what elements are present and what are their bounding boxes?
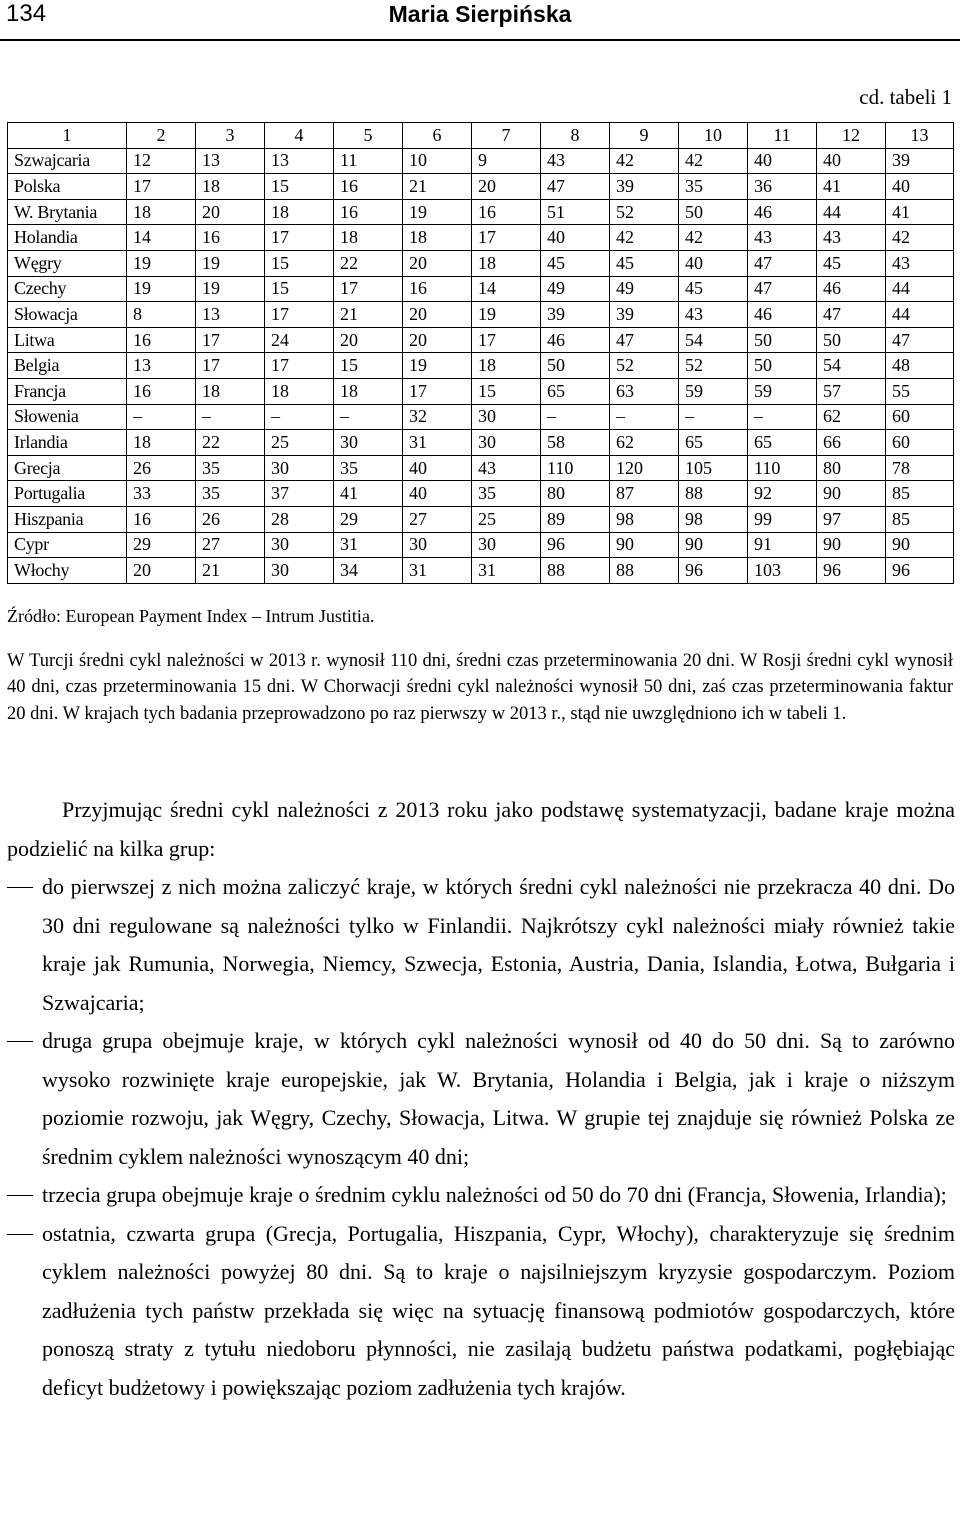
value-cell: 52 — [610, 199, 679, 225]
value-cell: 40 — [541, 225, 610, 251]
value-cell: 40 — [679, 250, 748, 276]
value-cell: 99 — [748, 506, 817, 532]
column-number-header: 3 — [196, 123, 265, 149]
column-number-header: 9 — [610, 123, 679, 149]
value-cell: 18 — [127, 430, 196, 456]
value-cell: 17 — [196, 327, 265, 353]
country-cell: Francja — [8, 378, 127, 404]
value-cell: 47 — [886, 327, 954, 353]
dash-bullet — [7, 1041, 33, 1042]
value-cell: 98 — [610, 506, 679, 532]
value-cell: 16 — [127, 378, 196, 404]
value-cell: 30 — [265, 558, 334, 584]
value-cell: 87 — [610, 481, 679, 507]
value-cell: 80 — [817, 455, 886, 481]
value-cell: 16 — [334, 199, 403, 225]
country-cell: Szwajcaria — [8, 148, 127, 174]
value-cell: 18 — [265, 199, 334, 225]
value-cell: 18 — [403, 225, 472, 251]
column-number-header: 4 — [265, 123, 334, 149]
value-cell: 18 — [334, 225, 403, 251]
table-header-row — [8, 123, 954, 149]
value-cell: 17 — [265, 225, 334, 251]
value-cell: 39 — [610, 174, 679, 200]
value-cell: 65 — [679, 430, 748, 456]
value-cell: 50 — [748, 327, 817, 353]
value-cell: 96 — [541, 532, 610, 558]
value-cell: 40 — [817, 148, 886, 174]
value-cell: 42 — [679, 225, 748, 251]
value-cell: – — [196, 404, 265, 430]
dash-bullet — [7, 1195, 33, 1196]
value-cell: 16 — [403, 276, 472, 302]
value-cell: 9 — [472, 148, 541, 174]
value-cell: 35 — [334, 455, 403, 481]
value-cell: 92 — [748, 481, 817, 507]
country-cell: Polska — [8, 174, 127, 200]
value-cell: 44 — [886, 276, 954, 302]
value-cell: 45 — [817, 250, 886, 276]
value-cell: 45 — [679, 276, 748, 302]
value-cell: 12 — [127, 148, 196, 174]
value-cell: 30 — [403, 532, 472, 558]
value-cell: 45 — [541, 250, 610, 276]
table-row — [8, 302, 954, 328]
country-cell: Irlandia — [8, 430, 127, 456]
value-cell: 18 — [334, 378, 403, 404]
value-cell: 13 — [265, 148, 334, 174]
value-cell: 31 — [403, 558, 472, 584]
value-cell: 8 — [127, 302, 196, 328]
value-cell: 18 — [472, 353, 541, 379]
value-cell: 90 — [817, 532, 886, 558]
country-cell: Cypr — [8, 532, 127, 558]
value-cell: 105 — [679, 455, 748, 481]
value-cell: 20 — [403, 250, 472, 276]
group-text: druga grupa obejmuje kraje, w których cykl należności wynosił od 40 do 50 dni. Są to zarówno wysoko rozwinięte kraje europejskie, jak W. Brytania, Holandia i Belgia, jak i kraje o niższym poziomie rozwoju, jak Węgry, Czechy, Słowacja, Litwa. W grupie tej znajduje się również Polska ze średnim cyklem należności wynoszącym 40 dni; — [42, 1028, 955, 1169]
value-cell: 50 — [817, 327, 886, 353]
value-cell: 17 — [127, 174, 196, 200]
value-cell: 35 — [196, 481, 265, 507]
value-cell: 97 — [817, 506, 886, 532]
value-cell: 37 — [265, 481, 334, 507]
value-cell: 10 — [403, 148, 472, 174]
value-cell: 88 — [610, 558, 679, 584]
table-row — [8, 174, 954, 200]
value-cell: 63 — [610, 378, 679, 404]
value-cell: 27 — [196, 532, 265, 558]
table-note — [7, 648, 953, 727]
value-cell: 43 — [472, 455, 541, 481]
value-cell: 60 — [886, 404, 954, 430]
value-cell: 31 — [472, 558, 541, 584]
value-cell: 46 — [817, 276, 886, 302]
value-cell: 44 — [886, 302, 954, 328]
value-cell: 88 — [679, 481, 748, 507]
value-cell: 16 — [127, 506, 196, 532]
column-number-header: 13 — [886, 123, 954, 149]
value-cell: 45 — [610, 250, 679, 276]
value-cell: 65 — [541, 378, 610, 404]
value-cell: 15 — [265, 174, 334, 200]
value-cell: 39 — [610, 302, 679, 328]
value-cell: 43 — [817, 225, 886, 251]
value-cell: 85 — [886, 481, 954, 507]
value-cell: – — [610, 404, 679, 430]
value-cell: 103 — [748, 558, 817, 584]
value-cell: 44 — [817, 199, 886, 225]
value-cell: 60 — [886, 430, 954, 456]
value-cell: 90 — [610, 532, 679, 558]
value-cell: 18 — [265, 378, 334, 404]
value-cell: 22 — [334, 250, 403, 276]
table-row — [8, 506, 954, 532]
value-cell: 65 — [748, 430, 817, 456]
value-cell: 20 — [127, 558, 196, 584]
column-number-header: 6 — [403, 123, 472, 149]
value-cell: 16 — [196, 225, 265, 251]
value-cell: 11 — [334, 148, 403, 174]
value-cell: 25 — [472, 506, 541, 532]
page-number: 134 — [6, 0, 47, 27]
column-number-header: 1 — [8, 123, 127, 149]
value-cell: 43 — [541, 148, 610, 174]
value-cell: 34 — [334, 558, 403, 584]
value-cell: 90 — [817, 481, 886, 507]
column-number-header: 7 — [472, 123, 541, 149]
value-cell: 46 — [748, 199, 817, 225]
value-cell: 80 — [541, 481, 610, 507]
group-item-2 — [7, 1022, 955, 1176]
value-cell: 47 — [817, 302, 886, 328]
value-cell: 17 — [265, 353, 334, 379]
value-cell: 120 — [610, 455, 679, 481]
value-cell: 96 — [679, 558, 748, 584]
table-row — [8, 225, 954, 251]
value-cell: 20 — [403, 302, 472, 328]
value-cell: 40 — [748, 148, 817, 174]
country-cell: Słowenia — [8, 404, 127, 430]
data-table — [7, 122, 954, 584]
value-cell: 16 — [127, 327, 196, 353]
value-cell: 52 — [610, 353, 679, 379]
column-number-header: 8 — [541, 123, 610, 149]
table-row — [8, 455, 954, 481]
value-cell: 30 — [472, 430, 541, 456]
value-cell: 90 — [679, 532, 748, 558]
body-text — [7, 791, 955, 1407]
value-cell: 35 — [679, 174, 748, 200]
value-cell: 39 — [541, 302, 610, 328]
country-cell: Hiszpania — [8, 506, 127, 532]
value-cell: 42 — [610, 148, 679, 174]
value-cell: 47 — [748, 276, 817, 302]
value-cell: 19 — [403, 199, 472, 225]
value-cell: – — [748, 404, 817, 430]
header-rule — [0, 39, 960, 41]
table-row — [8, 430, 954, 456]
group-item-3 — [7, 1176, 955, 1215]
value-cell: 19 — [403, 353, 472, 379]
value-cell: 13 — [196, 148, 265, 174]
value-cell: 50 — [541, 353, 610, 379]
value-cell: 30 — [334, 430, 403, 456]
table-row — [8, 558, 954, 584]
running-head-author: Maria Sierpińska — [388, 1, 572, 27]
value-cell: 17 — [472, 225, 541, 251]
value-cell: 20 — [334, 327, 403, 353]
value-cell: 85 — [886, 506, 954, 532]
table-row — [8, 250, 954, 276]
country-cell: Portugalia — [8, 481, 127, 507]
value-cell: 18 — [472, 250, 541, 276]
group-text: trzecia grupa obejmuje kraje o średnim cyklu należności od 50 do 70 dni (Francja, Słowenia, Irlandia); — [42, 1182, 947, 1207]
value-cell: 33 — [127, 481, 196, 507]
country-cell: W. Brytania — [8, 199, 127, 225]
column-number-header: 10 — [679, 123, 748, 149]
value-cell: 47 — [610, 327, 679, 353]
value-cell: 30 — [472, 532, 541, 558]
value-cell: 41 — [334, 481, 403, 507]
table-row — [8, 532, 954, 558]
value-cell: 19 — [127, 276, 196, 302]
country-cell: Czechy — [8, 276, 127, 302]
value-cell: 62 — [817, 404, 886, 430]
value-cell: 17 — [196, 353, 265, 379]
value-cell: 96 — [817, 558, 886, 584]
value-cell: 22 — [196, 430, 265, 456]
value-cell: 58 — [541, 430, 610, 456]
value-cell: 46 — [748, 302, 817, 328]
value-cell: 98 — [679, 506, 748, 532]
value-cell: 20 — [403, 327, 472, 353]
value-cell: 110 — [748, 455, 817, 481]
value-cell: 55 — [886, 378, 954, 404]
value-cell: 20 — [196, 199, 265, 225]
value-cell: 41 — [817, 174, 886, 200]
table-row — [8, 353, 954, 379]
value-cell: 13 — [196, 302, 265, 328]
value-cell: 15 — [265, 276, 334, 302]
value-cell: 17 — [472, 327, 541, 353]
dash-bullet — [7, 887, 33, 888]
value-cell: 14 — [472, 276, 541, 302]
value-cell: – — [541, 404, 610, 430]
value-cell: 40 — [886, 174, 954, 200]
intro-paragraph: Przyjmując średni cykl należności z 2013 roku jako podstawę systematyzacji, badane kraje można podzielić na kilka grup: — [7, 797, 955, 861]
column-number-header: 5 — [334, 123, 403, 149]
value-cell: 42 — [679, 148, 748, 174]
value-cell: 17 — [334, 276, 403, 302]
country-cell: Holandia — [8, 225, 127, 251]
table-source: Źródło: European Payment Index – Intrum Justitia. — [7, 606, 375, 626]
table-row — [8, 481, 954, 507]
note-paragraph: W Turcji średni cykl należności w 2013 r. wynosił 110 dni, średni czas przeterminowania 20 dni. W Rosji średni cykl wynosił 40 dni, czas przeterminowania 15 dni. W Chorwacji średni cykl należności wynosił 50 dni, zaś czas przeterminowania faktur 20 dni. W krajach tych badania przeprowadzono po raz pierwszy w 2013 r., stąd nie uwzględniono ich w tabeli 1. — [7, 651, 953, 724]
value-cell: 78 — [886, 455, 954, 481]
value-cell: 62 — [610, 430, 679, 456]
table-row — [8, 199, 954, 225]
value-cell: 57 — [817, 378, 886, 404]
value-cell: 47 — [541, 174, 610, 200]
value-cell: 19 — [127, 250, 196, 276]
group-item-1 — [7, 868, 955, 1022]
country-cell: Grecja — [8, 455, 127, 481]
group-list — [7, 868, 955, 1407]
value-cell: 43 — [679, 302, 748, 328]
value-cell: 29 — [334, 506, 403, 532]
value-cell: 90 — [886, 532, 954, 558]
value-cell: 32 — [403, 404, 472, 430]
table-row — [8, 148, 954, 174]
value-cell: 17 — [265, 302, 334, 328]
value-cell: 36 — [748, 174, 817, 200]
value-cell: 35 — [472, 481, 541, 507]
column-number-header: 2 — [127, 123, 196, 149]
value-cell: 31 — [403, 430, 472, 456]
value-cell: 30 — [265, 455, 334, 481]
value-cell: – — [265, 404, 334, 430]
value-cell: 15 — [265, 250, 334, 276]
value-cell: 40 — [403, 481, 472, 507]
value-cell: 17 — [403, 378, 472, 404]
value-cell: – — [127, 404, 196, 430]
value-cell: 42 — [886, 225, 954, 251]
value-cell: 89 — [541, 506, 610, 532]
value-cell: 27 — [403, 506, 472, 532]
value-cell: 18 — [127, 199, 196, 225]
country-cell: Słowacja — [8, 302, 127, 328]
value-cell: 51 — [541, 199, 610, 225]
value-cell: 59 — [748, 378, 817, 404]
value-cell: 18 — [196, 378, 265, 404]
value-cell: 48 — [886, 353, 954, 379]
value-cell: 88 — [541, 558, 610, 584]
country-cell: Litwa — [8, 327, 127, 353]
value-cell: 35 — [196, 455, 265, 481]
value-cell: 26 — [127, 455, 196, 481]
value-cell: 91 — [748, 532, 817, 558]
table-row — [8, 404, 954, 430]
country-cell: Węgry — [8, 250, 127, 276]
group-text: do pierwszej z nich można zaliczyć kraje, w których średni cykl należności nie przekracza 40 dni. Do 30 dni regulowane są należności tylko w Finlandii. Najkrótszy cykl należności miały również takie kraje jak Rumunia, Norwegia, Niemcy, Szwecja, Estonia, Austria, Dania, Islandia, Łotwa, Bułgaria i Szwajcaria; — [42, 874, 955, 1015]
column-number-header: 11 — [748, 123, 817, 149]
value-cell: 29 — [127, 532, 196, 558]
value-cell: 15 — [472, 378, 541, 404]
table-row — [8, 378, 954, 404]
value-cell: 21 — [334, 302, 403, 328]
table-row — [8, 327, 954, 353]
value-cell: 50 — [679, 199, 748, 225]
value-cell: 19 — [196, 250, 265, 276]
value-cell: 47 — [748, 250, 817, 276]
table-row — [8, 276, 954, 302]
value-cell: 52 — [679, 353, 748, 379]
value-cell: 39 — [886, 148, 954, 174]
value-cell: 13 — [127, 353, 196, 379]
value-cell: 16 — [334, 174, 403, 200]
value-cell: 19 — [472, 302, 541, 328]
country-cell: Belgia — [8, 353, 127, 379]
value-cell: 28 — [265, 506, 334, 532]
group-text: ostatnia, czwarta grupa (Grecja, Portugalia, Hiszpania, Cypr, Włochy), charakteryzuje się średnim cyklem należności powyżej 80 dni. Są to kraje o najsilniejszym kryzysie gospodarczym. Poziom zadłużenia tych państw przekłada się więc na sytuację finansową podmiotów gospodarczych, które ponoszą straty z tytułu niedoboru płynności, nie zasilają budżetu państwa podatkami, pogłębiając deficyt budżetowy i powiększając poziom zadłużenia tych krajów. — [42, 1220, 955, 1400]
value-cell: 110 — [541, 455, 610, 481]
value-cell: 49 — [610, 276, 679, 302]
value-cell: 25 — [265, 430, 334, 456]
value-cell: 40 — [403, 455, 472, 481]
page-header — [0, 0, 960, 42]
value-cell: 54 — [679, 327, 748, 353]
value-cell: 31 — [334, 532, 403, 558]
column-number-header: 12 — [817, 123, 886, 149]
value-cell: 96 — [886, 558, 954, 584]
dash-bullet — [7, 1234, 33, 1235]
value-cell: – — [679, 404, 748, 430]
value-cell: 43 — [886, 250, 954, 276]
value-cell: 66 — [817, 430, 886, 456]
value-cell: 16 — [472, 199, 541, 225]
value-cell: 19 — [196, 276, 265, 302]
value-cell: 14 — [127, 225, 196, 251]
value-cell: 24 — [265, 327, 334, 353]
value-cell: 49 — [541, 276, 610, 302]
value-cell: 21 — [403, 174, 472, 200]
country-cell: Włochy — [8, 558, 127, 584]
value-cell: 21 — [196, 558, 265, 584]
value-cell: 26 — [196, 506, 265, 532]
value-cell: 43 — [748, 225, 817, 251]
value-cell: 15 — [334, 353, 403, 379]
table-continuation-label: cd. tabeli 1 — [859, 85, 952, 109]
value-cell: 50 — [748, 353, 817, 379]
value-cell: 46 — [541, 327, 610, 353]
value-cell: 20 — [472, 174, 541, 200]
value-cell: – — [334, 404, 403, 430]
value-cell: 41 — [886, 199, 954, 225]
value-cell: 59 — [679, 378, 748, 404]
value-cell: 30 — [265, 532, 334, 558]
group-item-4 — [7, 1215, 955, 1408]
value-cell: 30 — [472, 404, 541, 430]
value-cell: 54 — [817, 353, 886, 379]
value-cell: 18 — [196, 174, 265, 200]
value-cell: 42 — [610, 225, 679, 251]
